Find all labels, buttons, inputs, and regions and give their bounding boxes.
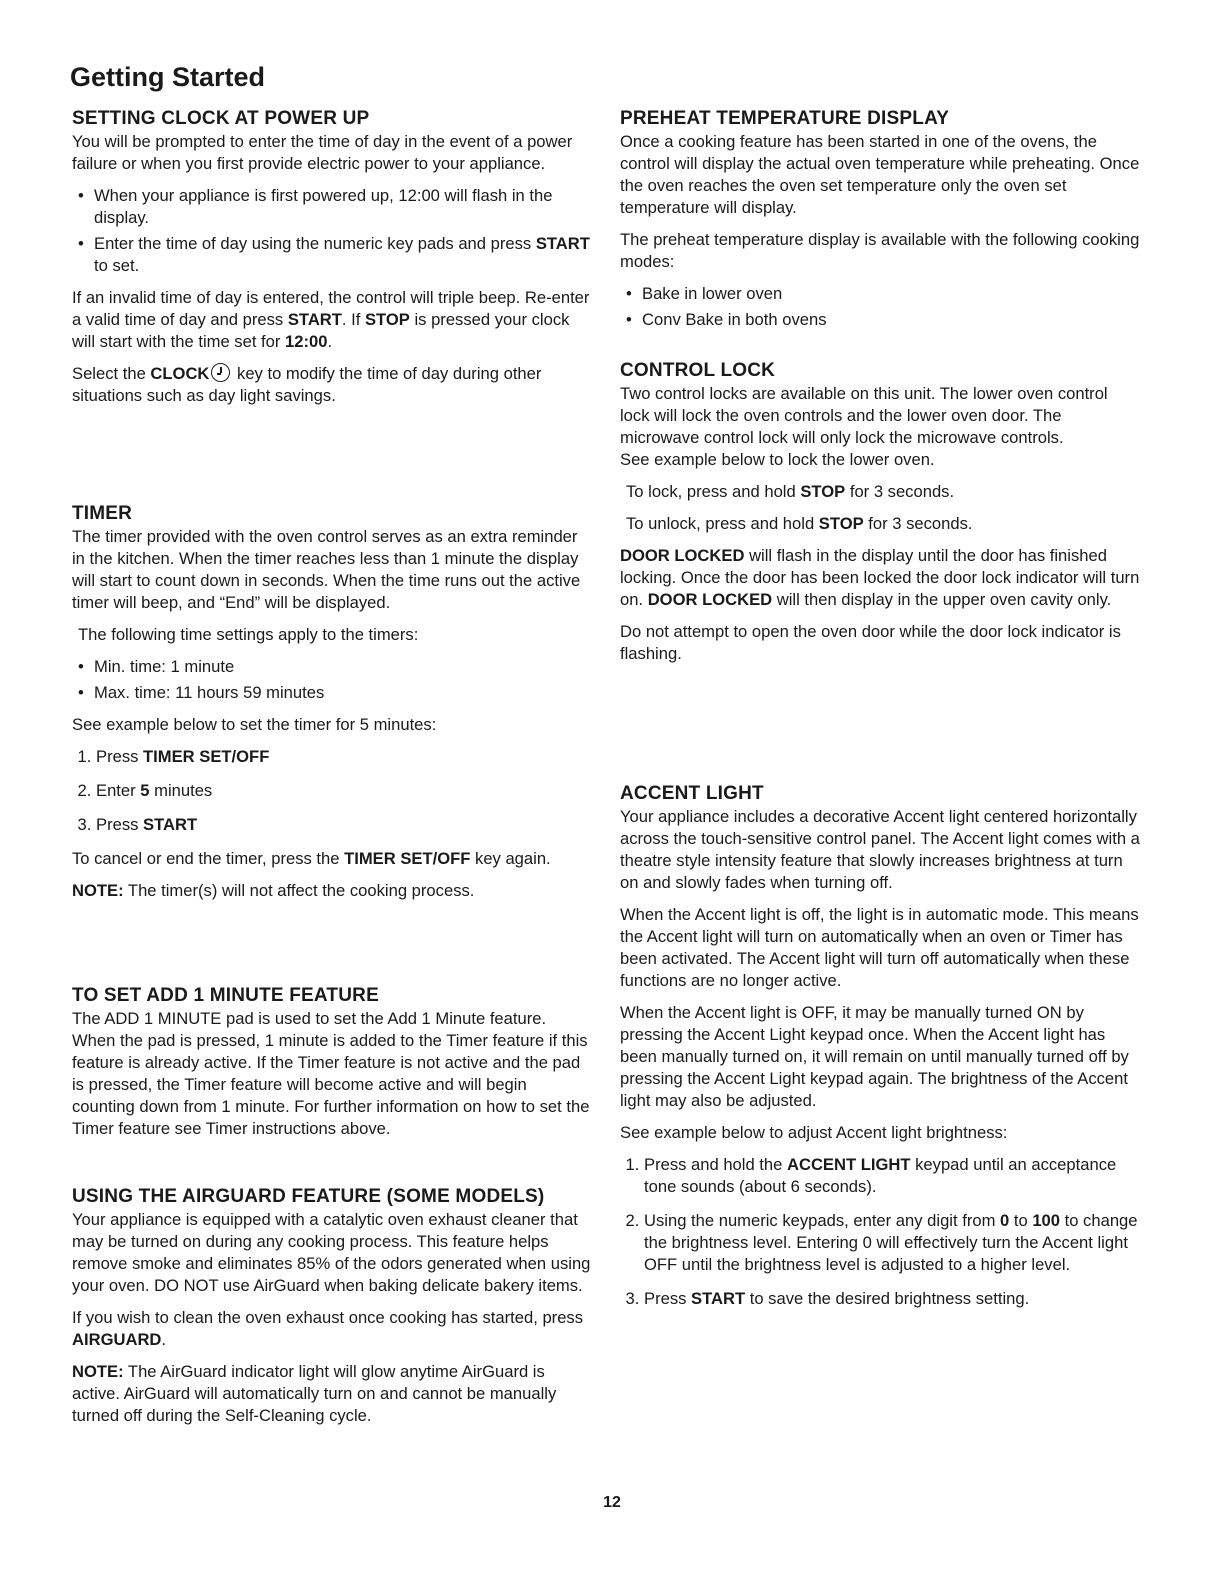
bold-keyword: AIRGUARD xyxy=(72,1330,162,1349)
paragraph xyxy=(72,1307,592,1351)
bold-keyword: TIMER SET/OFF xyxy=(143,747,270,766)
paragraph xyxy=(620,904,1140,992)
text-run: To cancel or end the timer, press the xyxy=(72,849,345,868)
paragraph xyxy=(620,621,1140,665)
bold-keyword: STOP xyxy=(364,310,410,329)
list-item xyxy=(94,682,592,704)
text-run: key to modify the time of day during other situations such as day light savings. xyxy=(72,364,542,405)
bold-keyword: TIMER SET/OFF xyxy=(344,849,471,868)
paragraph xyxy=(72,880,592,902)
text-run: When your appliance is first powered up, 12:00 will flash in the display. xyxy=(94,186,553,227)
text-run: is pressed your clock will start with the time set for xyxy=(72,310,570,351)
paragraph xyxy=(72,714,592,736)
text-run: You will be prompted to enter the time of day in the event of a power failure or when you first provide electric power to your appliance. xyxy=(72,132,573,173)
paragraph xyxy=(620,131,1140,219)
paragraph xyxy=(620,383,1140,471)
bold-keyword: START xyxy=(691,1289,746,1308)
section-heading: TO SET ADD 1 MINUTE FEATURE xyxy=(72,985,379,1006)
text-run: Max. time: 11 hours 59 minutes xyxy=(94,683,325,702)
text-run: to xyxy=(1009,1211,1033,1230)
bold-keyword: START xyxy=(535,234,590,253)
paragraph xyxy=(72,287,592,353)
text-run: Using the numeric keypads, enter any digit from xyxy=(644,1211,1001,1230)
section-heading: USING THE AIRGUARD FEATURE (SOME MODELS) xyxy=(72,1186,545,1207)
paragraph xyxy=(620,513,1140,535)
text-run: . xyxy=(161,1330,167,1349)
text-run: The following time settings apply to the timers: xyxy=(78,625,419,644)
paragraph xyxy=(620,1122,1140,1144)
paragraph xyxy=(72,1209,592,1297)
text-run: Enter the time of day using the numeric key pads and press xyxy=(94,234,536,253)
clock-icon xyxy=(211,363,230,382)
section-clock xyxy=(72,108,592,417)
paragraph xyxy=(72,848,592,870)
text-run: key again. xyxy=(470,849,551,868)
bold-keyword: STOP xyxy=(800,482,846,501)
list-item xyxy=(642,309,1140,331)
text-run: The ADD 1 MINUTE pad is used to set the Add 1 Minute feature. When the pad is pressed, 1 minute is added to the Timer feature if this feature is already active. If the Timer feature is not active and the pad is pressed, the Timer feature will become active and will begin counting down from 1 minute. For further information on how to set the Timer feature see Timer instructions above. xyxy=(72,1009,590,1138)
bullet-list xyxy=(72,656,592,704)
paragraph xyxy=(620,545,1140,611)
text-run: Press and hold the xyxy=(644,1155,787,1174)
bullet-list xyxy=(620,283,1140,331)
text-run: When the Accent light is OFF, it may be manually turned ON by pressing the Accent Light keypad once. When the Accent light has been manually turned on, it will remain on until manually turned off by pressing the Accent Light keypad again. The brightness of the Accent light may also be adjusted. xyxy=(620,1003,1129,1110)
text-run: will flash in the display until the door has finished locking. Once the door has been locked the door lock indicator will turn on. xyxy=(620,546,1140,609)
paragraph xyxy=(620,1002,1140,1112)
paragraph xyxy=(620,806,1140,894)
text-run: The timer(s) will not affect the cooking process. xyxy=(123,881,475,900)
text-run: Select the xyxy=(72,364,151,383)
section-heading: PREHEAT TEMPERATURE DISPLAY xyxy=(620,108,950,129)
paragraph xyxy=(72,526,592,614)
bold-keyword: 100 xyxy=(1032,1211,1060,1230)
section-add xyxy=(72,985,592,1150)
text-run: Bake in lower oven xyxy=(642,284,783,303)
list-item xyxy=(644,1288,1140,1310)
list-item xyxy=(96,814,592,836)
text-run: to set. xyxy=(94,256,140,275)
numbered-list xyxy=(620,1154,1140,1310)
section-air xyxy=(72,1186,592,1437)
text-run: Conv Bake in both ovens xyxy=(642,310,827,329)
text-run: The AirGuard indicator light will glow anytime AirGuard is active. AirGuard will automatically turn on and cannot be manually turned off during the Self-Cleaning cycle. xyxy=(72,1362,557,1425)
bold-keyword: START xyxy=(143,815,198,834)
bold-keyword: NOTE: xyxy=(72,1362,124,1381)
text-run: Press xyxy=(96,747,144,766)
list-item xyxy=(642,283,1140,305)
section-heading: ACCENT LIGHT xyxy=(620,783,764,804)
paragraph xyxy=(620,481,1140,503)
text-run: If an invalid time of day is entered, the control will triple beep. Re-enter a valid time of day and press xyxy=(72,288,590,329)
text-run: . If xyxy=(341,310,365,329)
text-run: Press xyxy=(644,1289,692,1308)
bullet-list xyxy=(72,185,592,277)
text-run: The preheat temperature display is available with the following cooking modes: xyxy=(620,230,1140,271)
paragraph xyxy=(72,131,592,175)
list-item xyxy=(94,656,592,678)
text-run: See example below to adjust Accent light brightness: xyxy=(620,1123,1008,1142)
bold-keyword: 0 xyxy=(1000,1211,1010,1230)
text-run: Press xyxy=(96,815,144,834)
paragraph xyxy=(72,363,592,407)
bold-keyword: DOOR LOCKED xyxy=(620,546,745,565)
text-run: . xyxy=(327,332,333,351)
section-heading: CONTROL LOCK xyxy=(620,360,776,381)
text-run: Once a cooking feature has been started in one of the ovens, the control will display the actual oven temperature while preheating. Once the oven reaches the oven set temperature only the oven set temperature will display. xyxy=(620,132,1140,217)
paragraph xyxy=(72,1361,592,1427)
text-run: minutes xyxy=(149,781,213,800)
text-run: If you wish to clean the oven exhaust once cooking has started, press xyxy=(72,1308,584,1327)
list-item xyxy=(644,1154,1140,1198)
text-run: To unlock, press and hold xyxy=(626,514,819,533)
text-run: will then display in the upper oven cavity only. xyxy=(772,590,1112,609)
text-run: To lock, press and hold xyxy=(626,482,801,501)
bold-keyword: 12:00 xyxy=(285,332,328,351)
paragraph xyxy=(72,1008,592,1140)
text-run: Do not attempt to open the oven door while the door lock indicator is flashing. xyxy=(620,622,1121,663)
text-run: for 3 seconds. xyxy=(845,482,955,501)
list-item xyxy=(94,233,592,277)
bold-keyword: STOP xyxy=(818,514,864,533)
list-item xyxy=(96,780,592,802)
section-heading: SETTING CLOCK AT POWER UP xyxy=(72,108,370,129)
section-timer xyxy=(72,503,592,912)
text-run: Enter xyxy=(96,781,141,800)
section-accent xyxy=(620,783,1140,1322)
text-run: When the Accent light is off, the light is in automatic mode. This means the Accent light will turn on automatically when an oven or Timer has been activated. The Accent light will turn off automatically when these functions are no longer active. xyxy=(620,905,1139,990)
text-run: See example below to set the timer for 5 minutes: xyxy=(72,715,437,734)
text-run: Your appliance is equipped with a catalytic oven exhaust cleaner that may be turned on during any cooking process. This feature helps remove smoke and eliminates 85% of the odors generated when using your oven. DO NOT use AirGuard when baking delicate bakery items. xyxy=(72,1210,591,1295)
bold-keyword: CLOCK xyxy=(150,364,210,383)
text-run: to change the brightness level. Entering 0 will effectively turn the Accent light OFF until the brightness level is adjusted to a higher level. xyxy=(644,1211,1138,1274)
paragraph xyxy=(72,624,592,646)
bold-keyword: START xyxy=(287,310,342,329)
text-run: Your appliance includes a decorative Accent light centered horizontally across the touch-sensitive control panel. The Accent light comes with a theatre style intensity feature that slowly increases brightness at turn on and slowly fades when turning off. xyxy=(620,807,1140,892)
section-preheat xyxy=(620,108,1140,341)
paragraph xyxy=(620,229,1140,273)
list-item xyxy=(94,185,592,229)
section-heading: TIMER xyxy=(72,503,133,524)
bold-keyword: ACCENT LIGHT xyxy=(786,1155,911,1174)
list-item xyxy=(644,1210,1140,1276)
bold-keyword: 5 xyxy=(140,781,150,800)
text-run: Two control locks are available on this unit. The lower oven control lock will lock the oven controls and the lower oven door. The microwave control lock will only lock the microwave controls. See example below to lock the lower oven. xyxy=(620,384,1108,469)
page-title: Getting Started xyxy=(70,62,266,92)
bold-keyword: DOOR LOCKED xyxy=(647,590,773,609)
page-number: 12 xyxy=(603,1494,621,1511)
list-item xyxy=(96,746,592,768)
text-run: keypad until an acceptance tone sounds (about 6 seconds). xyxy=(644,1155,1117,1196)
numbered-list xyxy=(72,746,592,836)
text-run: Min. time: 1 minute xyxy=(94,657,235,676)
text-run: for 3 seconds. xyxy=(863,514,973,533)
text-run: The timer provided with the oven control serves as an extra reminder in the kitchen. When the timer reaches less than 1 minute the display will start to count down in seconds. When the time runs out the active timer will beep, and “End” will be displayed. xyxy=(72,527,581,612)
section-lock xyxy=(620,360,1140,675)
text-run: to save the desired brightness setting. xyxy=(745,1289,1030,1308)
bold-keyword: NOTE: xyxy=(72,881,124,900)
